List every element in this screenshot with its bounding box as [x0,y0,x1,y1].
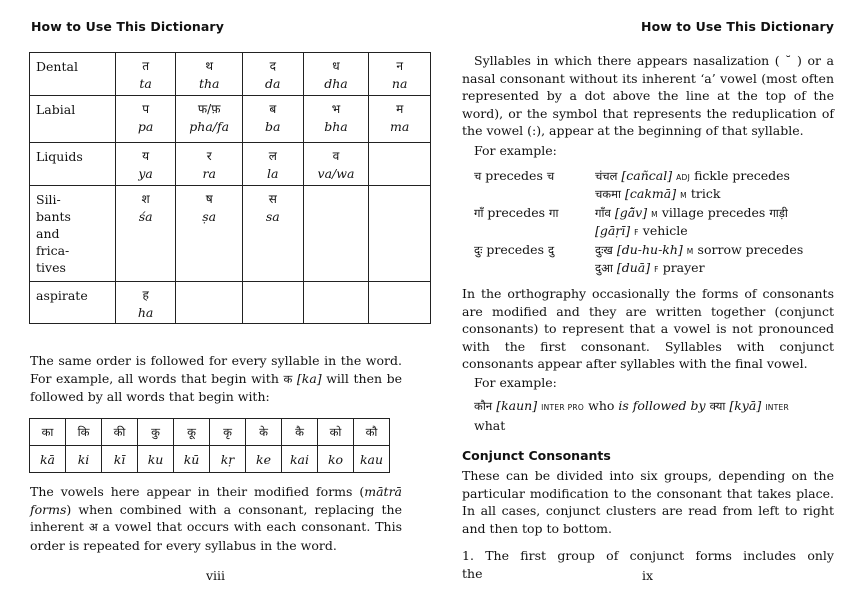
consonant-translit: ba [265,119,281,134]
example-entry-1: चंचल [cañcal] ADJ fickle precedes [595,168,790,183]
vowel-translit-cell: kṛ [210,446,246,473]
consonant-cell [115,143,176,186]
page-number-left: viii [206,568,226,583]
consonant-cell [115,96,176,143]
consonant-cell [176,96,242,143]
consonant-devanagari: व [332,149,340,163]
vowel-devanagari-cell: कै [282,419,318,446]
consonant-devanagari: ब [269,102,277,116]
vowel-translit-cell: ke [246,446,282,473]
nasalization-paragraph: Syllables in which there appears nasalization ( ˘ ) or a nasal consonant without its inherent ‘a’ vowel (most often represented by a dot above the line at the top of the word), or the symbol that represents the reduplication of the vowel (:), appear at the beginning of that syllable. [462,53,834,138]
row-label-line: and [36,226,60,241]
vowel-translit-row [30,446,390,473]
consonant-row [30,143,431,186]
row-label-line: Sili- [36,192,61,207]
row-label [30,282,116,324]
vowel-translit-cell: kau [354,446,390,473]
consonant-table [29,52,431,324]
vowel-paragraph: The vowels here appear in their modified forms (mātrā forms) when combined with a consonant, replacing the inherent अ a vowel that occurs with each consonant. This order is repeated for every syllabus in the word. [30,484,402,553]
row-label-line: tives [36,260,66,275]
vowel-translit-cell: ko [318,446,354,473]
example-entry-3b: दुआ [duā] F prayer [595,260,705,275]
row-label-line: frica- [36,243,70,258]
example-entry-1b: चकमा [cakmā] M trick [595,186,721,201]
example-rule-2: गाँ precedes गा [474,205,559,220]
consonant-translit: ma [390,119,410,134]
consonant-devanagari: न [396,59,404,73]
consonant-translit: śa [138,209,153,224]
consonant-translit: pha/fa [189,119,230,134]
consonant-translit: ya [138,166,153,181]
consonant-cell [176,143,242,186]
consonant-devanagari: ल [268,149,277,163]
vowel-devanagari-cell: कौ [354,419,390,446]
consonant-cell [303,53,369,96]
first-group-paragraph: 1. The first group of conjunct forms includes only the [462,548,834,581]
vowel-translit-cell: kā [30,446,66,473]
consonant-cell [176,53,242,96]
consonant-row [30,96,431,143]
consonant-devanagari: ष [205,192,213,206]
vowel-devanagari-cell: का [30,419,66,446]
running-head-right: How to Use This Dictionary [641,19,834,34]
row-label [30,96,116,143]
consonant-translit: ṣa [202,209,217,224]
order-paragraph: The same order is followed for every syllable in the word. For example, all words that begin with क [ka] will then be followed by all words that begin with: [30,353,402,404]
consonant-row [30,282,431,324]
consonant-cell [369,186,431,282]
consonant-cell [242,53,303,96]
vowel-devanagari-cell: को [318,419,354,446]
right-page [431,0,862,599]
row-label-line: aspirate [36,288,88,303]
consonant-translit: dha [324,76,348,91]
vowel-translit-cell: kū [174,446,210,473]
example-entry-2b: [gāṛī] F vehicle [595,223,688,238]
row-label-line: Dental [36,59,78,74]
example-kaun: कौन [kaun] INTER PRO who is followed by क्या [kyā] INTER what [474,398,790,433]
running-head-left: How to Use This Dictionary [31,19,224,34]
vowel-devanagari-cell: कृ [210,419,246,446]
consonant-translit: ta [139,76,152,91]
example-entry-2: गाँव [gā̃v] M village precedes गाड़ी [595,205,788,220]
consonant-cell [369,143,431,186]
row-label-line: Labial [36,102,76,117]
consonant-cell [242,186,303,282]
vowel-devanagari-cell: कु [138,419,174,446]
consonant-devanagari: य [142,149,150,163]
vowel-translit-cell: kai [282,446,318,473]
consonant-devanagari: फ/फ़ [197,102,221,116]
example-rule-1: च precedes च [474,168,555,183]
consonant-devanagari: स [268,192,277,206]
consonant-cell [115,53,176,96]
consonant-translit: la [267,166,279,181]
consonant-translit: bha [324,119,348,134]
consonant-cell [369,53,431,96]
consonant-row [30,186,431,282]
consonant-devanagari: थ [205,59,214,73]
consonant-devanagari: ध [332,59,340,73]
consonant-translit: ra [202,166,216,181]
consonant-cell [242,143,303,186]
vowel-translit-cell: ku [138,446,174,473]
row-label-line: Liquids [36,149,83,164]
consonant-cell [242,96,303,143]
for-example-label: For example: [474,143,557,158]
row-label [30,186,116,282]
example-rule-3: दुः precedes दु [474,242,555,257]
consonant-devanagari: र [206,149,212,163]
consonant-cell [303,282,369,324]
consonant-devanagari: द [269,59,276,73]
vowel-devanagari-row [30,419,390,446]
consonant-cell [369,282,431,324]
consonant-devanagari: श [141,192,150,206]
consonant-translit: ha [137,305,154,320]
consonant-cell [303,143,369,186]
consonant-cell [303,186,369,282]
consonant-translit: va/wa [317,166,355,181]
vowel-devanagari-cell: के [246,419,282,446]
row-label [30,143,116,186]
consonant-row [30,53,431,96]
vowel-translit-cell: kī [102,446,138,473]
consonant-devanagari: प [142,102,150,116]
row-label [30,53,116,96]
vowel-devanagari-cell: कू [174,419,210,446]
consonant-translit: da [265,76,281,91]
page-number-right: ix [642,568,654,583]
consonant-devanagari: ह [142,288,149,302]
consonant-cell [303,96,369,143]
consonant-translit: sa [265,209,280,224]
consonant-translit: na [391,76,408,91]
example-entry-3: दुःख [du-hu-kh] M sorrow precedes [595,242,804,257]
conjunct-paragraph: These can be divided into six groups, depending on the particular modification to the consonant that takes place. In all cases, conjunct clusters are read from left to right and then top to bottom. [462,468,834,536]
consonant-cell [176,282,242,324]
for-example-label-2: For example: [474,375,557,390]
consonant-cell [242,282,303,324]
vowel-devanagari-cell: की [102,419,138,446]
consonant-devanagari: म [396,102,404,116]
consonant-translit: tha [198,76,220,91]
row-label-line: bants [36,209,71,224]
vowel-table [29,418,390,473]
consonant-devanagari: भ [331,102,341,116]
consonant-translit: pa [137,119,154,134]
consonant-cell [115,186,176,282]
consonant-cell [115,282,176,324]
orthography-paragraph: In the orthography occasionally the forms of consonants are modified and they are written together (conjunct consonants) to represent that a vowel is not pronounced with the first consonant. Syllables with conjunct consonants appear after syllables with the final vowel. [462,286,834,371]
consonant-cell [369,96,431,143]
vowel-translit-cell: ki [66,446,102,473]
section-heading: Conjunct Consonants [462,448,611,463]
consonant-cell [176,186,242,282]
vowel-devanagari-cell: कि [66,419,102,446]
consonant-devanagari: त [142,59,150,73]
